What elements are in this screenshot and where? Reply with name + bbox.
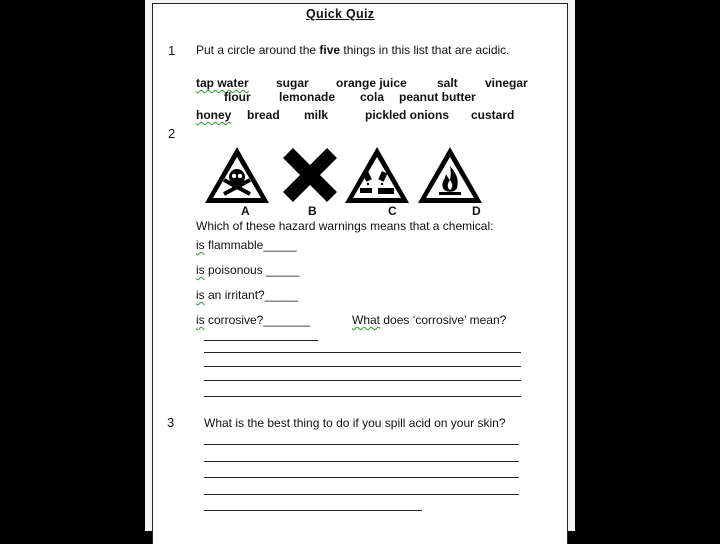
item-milk[interactable]: milk bbox=[304, 108, 329, 122]
item-honey[interactable]: honey bbox=[196, 108, 232, 122]
item-pickled-onions[interactable]: pickled onions bbox=[365, 108, 450, 122]
answer-line[interactable] bbox=[204, 366, 521, 367]
corrosive-icon bbox=[342, 144, 412, 206]
question-2-prompt: Which of these hazard warnings means that a chemical: bbox=[196, 219, 494, 233]
item-orange-juice[interactable]: orange juice bbox=[336, 76, 407, 90]
question-1-number: 1 bbox=[168, 43, 176, 58]
part-corrosive: is corrosive?_______ bbox=[196, 313, 311, 327]
answer-line[interactable] bbox=[204, 380, 521, 381]
answer-line[interactable] bbox=[204, 444, 519, 445]
answer-line[interactable] bbox=[204, 477, 519, 478]
item-tap-water[interactable]: tap water bbox=[196, 76, 249, 90]
item-salt[interactable]: salt bbox=[437, 76, 458, 90]
answer-line[interactable] bbox=[204, 494, 519, 495]
page-title: Quick Quiz bbox=[306, 7, 375, 21]
answer-line[interactable] bbox=[204, 352, 521, 353]
part-irritant: is an irritant?_____ bbox=[196, 288, 299, 302]
part-flammable: is flammable_____ bbox=[196, 238, 297, 252]
sign-label-d: D bbox=[472, 204, 481, 218]
corrosive-meaning-question: What does ‘corrosive’ mean? bbox=[352, 313, 507, 327]
item-vinegar[interactable]: vinegar bbox=[485, 76, 528, 90]
skull-crossbones-icon bbox=[202, 144, 272, 206]
answer-line[interactable] bbox=[204, 396, 521, 397]
question-3-number: 3 bbox=[167, 415, 175, 430]
answer-line[interactable] bbox=[204, 340, 318, 341]
item-lemonade[interactable]: lemonade bbox=[279, 90, 336, 104]
question-3-prompt: What is the best thing to do if you spill acid on your skin? bbox=[204, 416, 506, 430]
item-custard[interactable]: custard bbox=[471, 108, 515, 122]
sign-label-b: B bbox=[308, 204, 317, 218]
sign-label-a: A bbox=[241, 204, 250, 218]
item-flour[interactable]: flour bbox=[224, 90, 251, 104]
part-poisonous: is poisonous _____ bbox=[196, 263, 300, 277]
answer-line[interactable] bbox=[204, 510, 422, 511]
cross-icon bbox=[280, 147, 340, 203]
answer-line[interactable] bbox=[204, 461, 519, 462]
item-cola[interactable]: cola bbox=[360, 90, 385, 104]
sign-label-c: C bbox=[388, 204, 397, 218]
item-sugar[interactable]: sugar bbox=[276, 76, 309, 90]
flame-icon bbox=[415, 144, 485, 206]
question-1-prompt: Put a circle around the five things in this list that are acidic. bbox=[196, 43, 510, 57]
question-2-number: 2 bbox=[168, 126, 176, 141]
item-bread[interactable]: bread bbox=[247, 108, 280, 122]
item-peanut-butter[interactable]: peanut butter bbox=[399, 90, 476, 104]
